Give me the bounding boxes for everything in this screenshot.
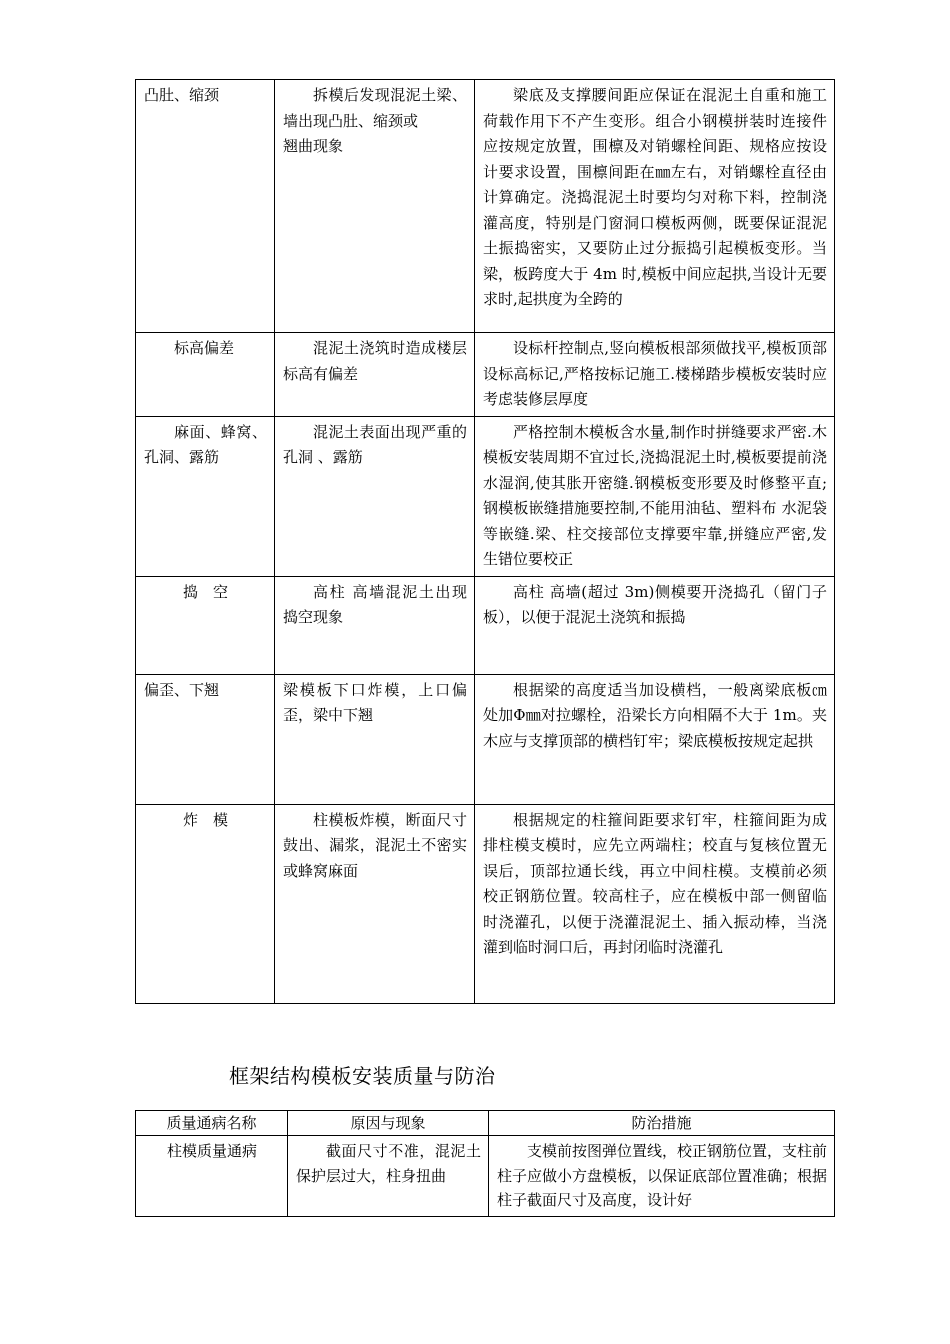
column-header: 防治措施 — [489, 1111, 835, 1136]
cause-cell: 柱模板炸模，断面尺寸鼓出、漏浆，混泥土不密实或蜂窝麻面 — [275, 804, 475, 1003]
column-header: 原因与现象 — [288, 1111, 489, 1136]
cause-cell: 高柱 高墙混泥土出现捣空现象 — [275, 576, 475, 674]
cause-cell: 混泥土浇筑时造成楼层标高有偏差 — [275, 333, 475, 417]
section-title: 框架结构模板安装质量与防治 — [229, 1064, 496, 1088]
measure-cell: 严格控制木模板含水量,制作时拼缝要求严密.木模板安装周期不宜过长,浇捣混泥土时,模板要提前浇水湿润,使其胀开密缝.钢模板变形要及时修整平直;钢模板嵌缝措施要控制,不能用油毡、塑料布 水泥袋等嵌缝.梁、柱交接部位支撑要牢靠,拼缝应严密,发生错位要校正 — [475, 416, 835, 576]
cause-cell: 截面尺寸不准，混泥土保护层过大，柱身扭曲 — [288, 1136, 489, 1217]
problem-cell: 麻面、蜂窝、孔洞、露筋 — [136, 416, 275, 576]
problem-cell: 柱模质量通病 — [136, 1136, 288, 1217]
measure-cell: 高柱 高墙(超过 3m)侧模要开浇捣孔（留门子板），以便于混泥土浇筑和振捣 — [475, 576, 835, 674]
problem-cell: 炸 模 — [136, 804, 275, 1003]
defects-table-continued — [135, 79, 835, 1004]
table-row — [136, 416, 835, 576]
cause-cell: 梁模板下口炸模，上口偏歪，梁中下翘 — [275, 674, 475, 804]
measure-cell: 支模前按图弹位置线，校正钢筋位置，支柱前柱子应做小方盘模板，以保证底部位置准确；根据柱子截面尺寸及高度，设计好 — [489, 1136, 835, 1217]
table-row — [136, 1136, 835, 1217]
cause-cell: 拆模后发现混泥土梁、墙出现凸肚、缩颈或 翘曲现象 — [275, 80, 475, 333]
problem-cell: 捣 空 — [136, 576, 275, 674]
cause-cell: 混泥土表面出现严重的孔洞 、露筋 — [275, 416, 475, 576]
table-row — [136, 333, 835, 417]
table-row — [136, 576, 835, 674]
problem-cell: 偏歪、下翘 — [136, 674, 275, 804]
problem-cell: 凸肚、缩颈 — [136, 80, 275, 333]
measure-cell: 根据规定的柱箍间距要求钉牢，柱箍间距为成排柱模支模时，应先立两端柱；校直与复核位置无误后，顶部拉通长线，再立中间柱模。支模前必须校正钢筋位置。较高柱子，应在模板中部一侧留临时浇灌孔，以便于浇灌混泥土、插入振动棒，当浇灌到临时洞口后，再封闭临时浇灌孔 — [475, 804, 835, 1003]
problem-cell: 标高偏差 — [136, 333, 275, 417]
table-row — [136, 804, 835, 1003]
measure-cell: 梁底及支撑腰间距应保证在混泥土自重和施工荷载作用下不产生变形。组合小钢模拼装时连接件应按规定放置，围檩及对销螺栓间距、规格应按设计要求设置，围檩间距在㎜左右，对销螺栓直径由计算确定。浇捣混泥土时要均匀对称下料，控制浇灌高度，特别是门窗洞口模板两侧，既要保证混泥土振捣密实，又要防止过分振捣引起模板变形。当梁，板跨度大于 4m 时,模板中间应起拱,当设计无要求时,起拱度为全跨的 — [475, 80, 835, 333]
measure-cell: 根据梁的高度适当加设横档，一般离梁底板㎝处加Φ㎜对拉螺栓，沿梁长方向相隔不大于 1m。夹木应与支撑顶部的横档钉牢；梁底模板按规定起拱 — [475, 674, 835, 804]
frame-formwork-table — [135, 1110, 835, 1217]
table-header-row — [136, 1111, 835, 1136]
table-row — [136, 674, 835, 804]
measure-cell: 设标杆控制点,竖向模板根部须做找平,模板顶部设标高标记,严格按标记施工.楼梯踏步模板安装时应考虑装修层厚度 — [475, 333, 835, 417]
table-row — [136, 80, 835, 333]
column-header: 质量通病名称 — [136, 1111, 288, 1136]
